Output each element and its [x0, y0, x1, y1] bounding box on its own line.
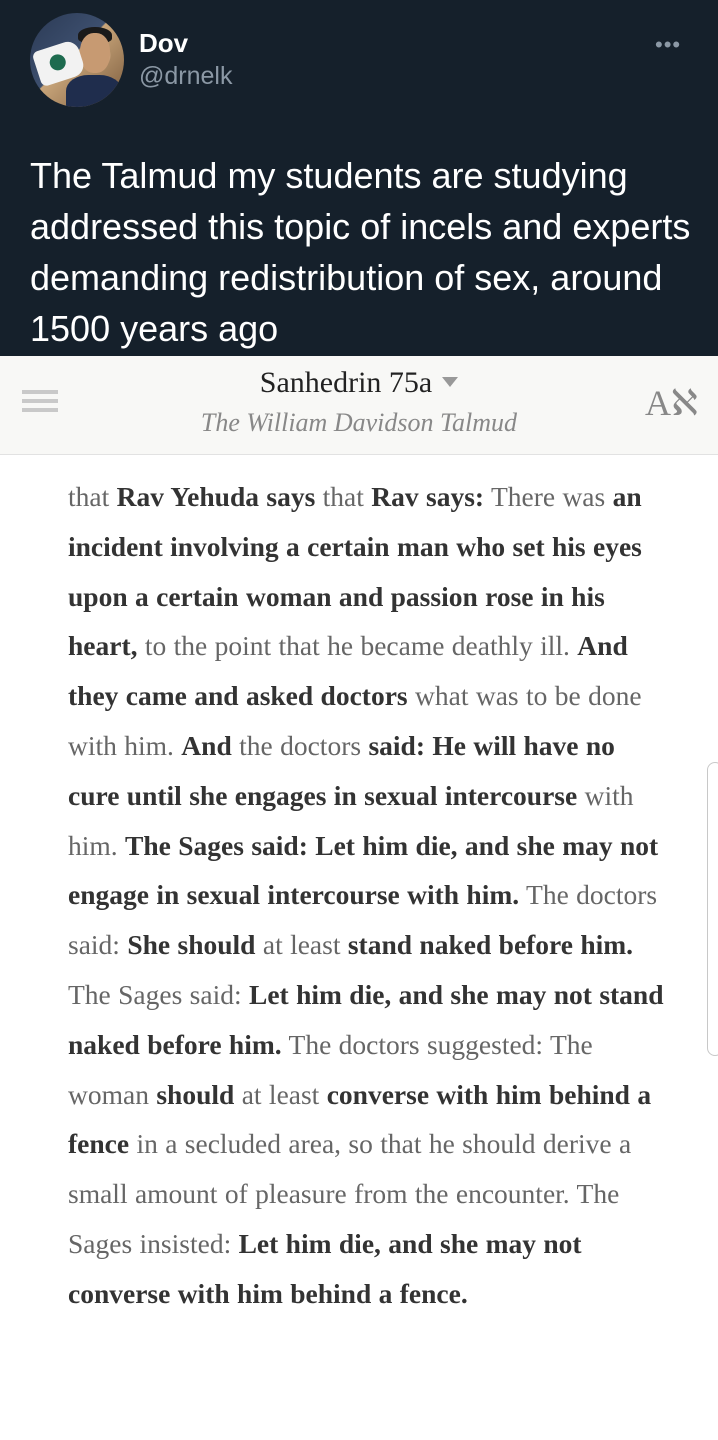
- tweet-header: [0, 0, 718, 356]
- passage-segment: The doctors said:: [68, 879, 658, 961]
- talmud-screenshot: [0, 356, 718, 1440]
- avatar-shirt: [66, 75, 122, 107]
- display-name[interactable]: Dov: [139, 28, 189, 58]
- passage-segment: The Sages said:: [68, 978, 249, 1010]
- scrollbar[interactable]: [707, 762, 718, 1056]
- passage-segment: what was to be done with him.: [68, 680, 642, 761]
- user-handle[interactable]: @drnelk: [139, 62, 233, 90]
- passage-bold-segment: converse with him behind a fence: [68, 1078, 652, 1160]
- passage-segment: the doctors: [231, 729, 369, 761]
- passage-bold-segment: She should: [127, 929, 256, 961]
- book-title: Sanhedrin 75a: [259, 366, 433, 399]
- passage-bold-segment: said: He will have no cure until she engages in sexual intercourse: [68, 729, 615, 811]
- passage-bold-segment: stand naked before him.: [347, 929, 634, 961]
- passage-segment: in a secluded area, so that he should derive a small amount of pleasure from the encounter. The Sages insisted:: [68, 1128, 632, 1259]
- passage-bold-segment: should: [156, 1078, 235, 1110]
- passage-bold-segment: The Sages said: Let him die, and she may not engage in sexual intercourse with him.: [68, 829, 659, 911]
- avatar[interactable]: [30, 13, 124, 107]
- talmud-passage: [68, 472, 668, 1319]
- passage-segment: at least: [255, 929, 348, 961]
- caret-down-icon: [442, 377, 458, 387]
- passage-bold-segment: Let him die, and she may not stand naked before him.: [68, 978, 664, 1060]
- passage-segment: at least: [234, 1078, 327, 1110]
- book-title-dropdown[interactable]: [0, 366, 718, 400]
- passage-bold-segment: an incident involving a certain man who set his eyes upon a certain woman and passion rose in his heart,: [68, 481, 642, 662]
- passage-segment: with him.: [68, 779, 634, 861]
- tweet-text: The Talmud my students are studying addressed this topic of incels and experts demanding redistribution of sex, around 1500 years ago: [30, 155, 691, 349]
- passage-bold-segment: Rav Yehuda says: [116, 481, 316, 512]
- language-toggle-icon[interactable]: Aℵ: [645, 383, 698, 423]
- passage-segment: that: [315, 481, 372, 512]
- passage-segment: that: [68, 481, 117, 512]
- passage-bold-segment: Rav says:: [371, 481, 485, 512]
- passage-segment: to the point that he became deathly ill.: [137, 630, 578, 662]
- passage-bold-segment: And they came and asked doctors: [68, 630, 628, 712]
- passage-bold-segment: Let him die, and she may not converse with him behind a fence.: [68, 1227, 582, 1309]
- passage-bold-segment: And: [181, 729, 232, 761]
- passage-segment: The doctors suggested: The woman: [68, 1028, 593, 1110]
- book-subtitle: The William Davidson Talmud: [200, 408, 518, 437]
- avatar-head: [80, 33, 110, 73]
- more-options-icon[interactable]: •••: [655, 32, 682, 57]
- reader-header: [0, 356, 718, 455]
- passage-segment: There was: [484, 481, 613, 512]
